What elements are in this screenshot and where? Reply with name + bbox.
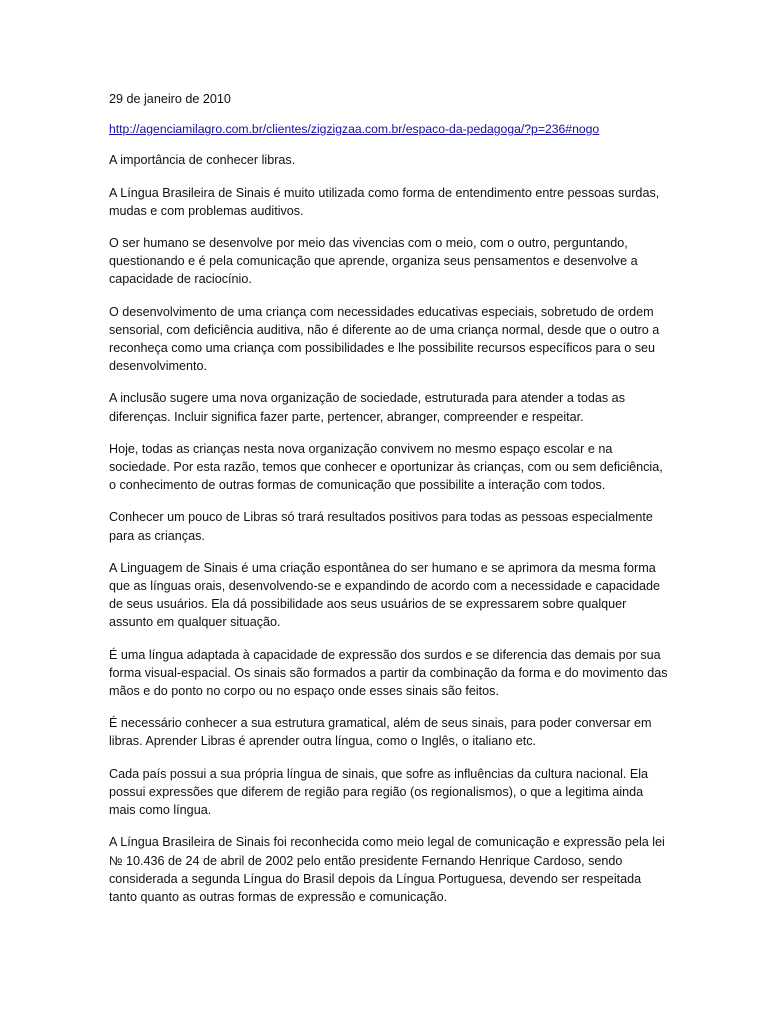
source-link-line: [109, 120, 669, 138]
document-heading: A importância de conhecer libras.: [109, 153, 296, 168]
paragraph: Conhecer um pouco de Libras só trará resultados positivos para todas as pessoas especialmente para as crianças.: [109, 510, 653, 543]
paragraph: A Língua Brasileira de Sinais foi reconhecida como meio legal de comunicação e expressão pela lei № 10.436 de 24 de abril de 2002 pelo então presidente Fernando Henrique Cardoso, sendo considerada a segunda Língua do Brasil depois da Língua Portuguesa, devendo ser respeitada tanto quanto as outras formas de expressão e comunicação.: [109, 835, 665, 904]
document-body: [109, 90, 669, 920]
paragraph: É uma língua adaptada à capacidade de expressão dos surdos e se diferencia das demais por sua forma visual-espacial. Os sinais são formados a partir da combinação da forma e do movimento das mãos e do ponto no corpo ou no espaço onde esses sinais são feitos.: [109, 647, 668, 699]
paragraph: Cada país possui a sua própria língua de sinais, que sofre as influências da cultura nacional. Ela possui expressões que diferem de região para região (os regionalismos), o que a legitima ainda mais como língua.: [109, 766, 649, 818]
paragraph: A Linguagem de Sinais é uma criação espontânea do ser humano e se aprimora da mesma forma que as línguas orais, desenvolvendo-se e expandindo de acordo com a necessidade e capacidade de seus usuários. Ela dá possibilidade aos seus usuários de se expressarem sobre qualquer assunto em qualquer situação.: [109, 560, 661, 630]
paragraph: A Língua Brasileira de Sinais é muito utilizada como forma de entendimento entre pessoas surdas, mudas e com problemas auditivos.: [109, 185, 660, 218]
paragraph: É necessário conhecer a sua estrutura gramatical, além de seus sinais, para poder conversar em libras. Aprender Libras é aprender outra língua, como o Inglês, o italiano etc.: [109, 716, 652, 749]
paragraph: Hoje, todas as crianças nesta nova organização convivem no mesmo espaço escolar e na sociedade. Por esta razão, temos que conhecer e oportunizar às crianças, com ou sem deficiência, o conhecimento de outras formas de comunicação que possibilite a interação com todos.: [109, 441, 663, 493]
paragraph: O desenvolvimento de uma criança com necessidades educativas especiais, sobretudo de ordem sensorial, com deficiência auditiva, não é diferente ao de uma criança normal, desde que o outro a reconheça como uma criança com possibilidades e lhe possibilite recursos específicos para o seu desenvolvimento.: [109, 304, 660, 374]
source-link[interactable]: http://agenciamilagro.com.br/clientes/zigzigzaa.com.br/espaco-da-pedagoga/?p=236#nogo: [109, 122, 600, 137]
document-date: 29 de janeiro de 2010: [109, 92, 231, 106]
paragraph: O ser humano se desenvolve por meio das vivencias com o meio, com o outro, perguntando, questionando e é pela comunicação que aprende, organiza seus pensamentos e desenvolve a capacidade de raciocínio.: [109, 236, 638, 287]
paragraph: A inclusão sugere uma nova organização de sociedade, estruturada para atender a todas as diferenças. Incluir significa fazer parte, pertencer, abranger, compreender e respeitar.: [109, 391, 625, 424]
